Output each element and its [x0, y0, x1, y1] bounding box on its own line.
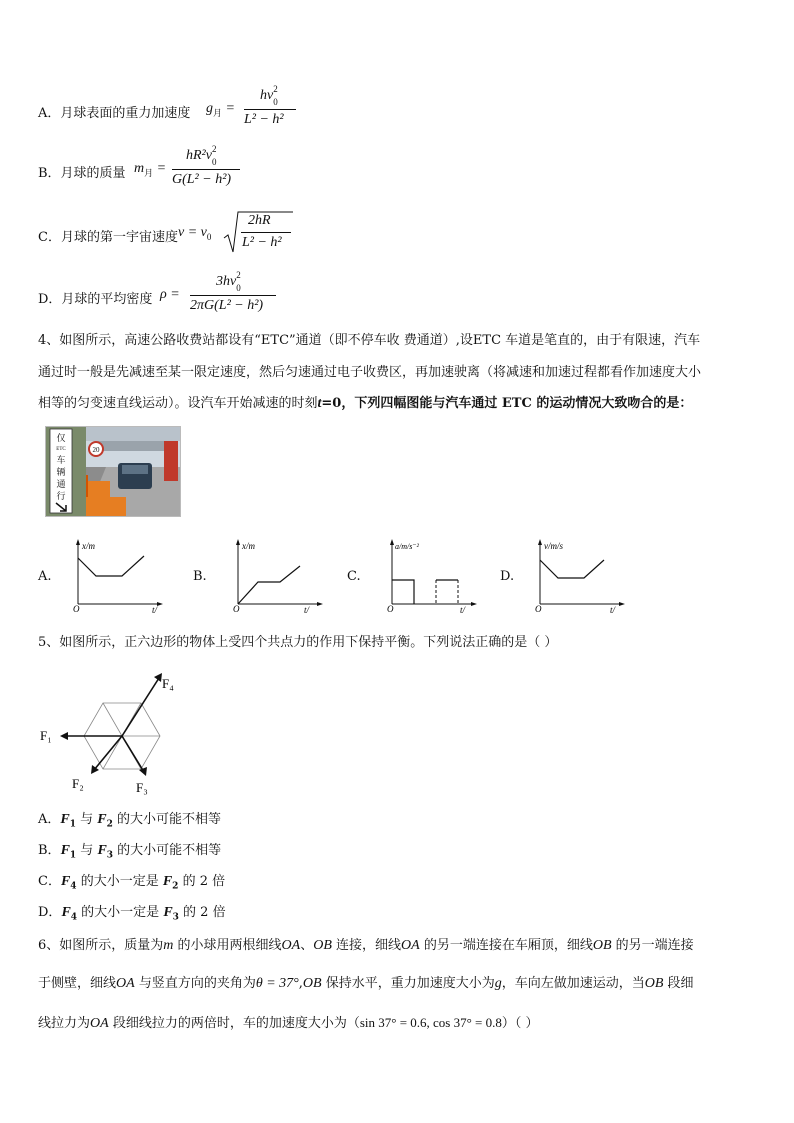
q5-option-d: D．$F_4$ 的大小一定是 $F_3$ 的 2 倍 — [38, 905, 226, 923]
option-c-lhs: $v = v_0$ — [178, 225, 212, 242]
etc-toll-photo — [45, 426, 181, 517]
q3-option-c — [38, 210, 338, 256]
graph-b-ylabel: x/m — [242, 541, 255, 551]
graph-d-xlabel: t/ — [610, 605, 616, 614]
graph-d-origin: O — [535, 604, 542, 614]
sign-char: 车 — [56, 455, 66, 465]
graph-d — [528, 538, 628, 614]
option-d-label: D．月球的平均密度 — [38, 292, 153, 307]
graph-a-curve — [78, 556, 144, 576]
sign-char: 仅 — [56, 433, 66, 443]
graph-d-ylabel: v/m/s — [544, 541, 563, 551]
option-c-fraction-bar — [241, 232, 291, 233]
q6-stem-line-3: 线拉力为OA 段细线拉力的两倍时，车的加速度大小为（sin 37° = 0.6, cos 37° = 0.8）（ ） — [38, 1015, 539, 1031]
graph-c-step-1 — [392, 580, 414, 604]
hexagon-force-diagram — [38, 668, 188, 796]
graph-c-letter: C. — [347, 569, 361, 584]
force-f1-label: F₁ — [40, 728, 52, 743]
option-c-denominator: L² − h² — [242, 235, 282, 250]
option-d-denominator: 2πG(L² − h²) — [190, 298, 264, 313]
q6-stem-line-2: 于侧壁，细线OA 与竖直方向的夹角为θ = 37°,OB 保持水平，重力加速度大小为g，车向左做加速运动，当OB 段细 — [38, 976, 694, 991]
q6-stem-line-1: 6、如图所示，质量为m 的小球用两根细线OA、OB 连接，细线OA 的另一端连接在车厢顶，细线OB 的另一端连接 — [38, 938, 694, 953]
q3-option-d — [38, 270, 358, 320]
force-f2-arrow — [94, 736, 122, 770]
option-d-fraction-bar — [190, 295, 276, 296]
option-d-numerator: 3hv 2 0 — [216, 270, 241, 293]
graph-b-origin: O — [233, 604, 240, 614]
q5-option-a: A．$F_1$ 与 $F_2$ 的大小可能不相等 — [38, 812, 222, 830]
sign-char: ETC — [56, 447, 66, 452]
speed-limit-sign: 20 — [92, 446, 100, 454]
etc-photo-illustration — [46, 427, 180, 516]
force-f4-label: F₄ — [162, 676, 174, 691]
graph-b-letter: B. — [193, 569, 207, 584]
graph-b-xlabel: t/ — [304, 605, 310, 614]
option-b-fraction-bar — [172, 169, 240, 170]
option-a-label: A．月球表面的重力加速度 — [38, 106, 191, 121]
option-b-symbol: $m_月$ = — [134, 161, 167, 178]
force-f4-arrow — [122, 678, 159, 736]
graph-c — [380, 538, 480, 614]
option-a-denominator: L² − h² — [244, 112, 284, 127]
option-a-symbol: $g_月$ = — [206, 101, 235, 118]
force-f3-arrow — [122, 736, 144, 772]
option-c-label: C．月球的第一宇宙速度 — [38, 230, 178, 245]
graph-d-letter: D. — [500, 569, 515, 584]
option-a-fraction-bar — [244, 109, 296, 110]
graph-a-letter: A. — [38, 569, 52, 584]
q3-option-a — [38, 84, 338, 130]
option-b-numerator: hR²v 2 0 — [186, 144, 217, 167]
q5-stem: 5、如图所示，正六边形的物体上受四个共点力的作用下保持平衡。下列说法正确的是（ ） — [38, 635, 558, 650]
graph-c-ylabel: a/m/s⁻² — [395, 542, 419, 551]
q4-stem-line-3: 相等的匀变速直线运动）。设汽车开始减速的时刻t=0，下列四幅图能与汽车通过 ETC 的运动情况大致吻合的是： — [38, 396, 693, 411]
graph-a-ylabel: x/m — [82, 541, 95, 551]
sign-char: 行 — [56, 491, 66, 501]
force-f2-label: F₂ — [72, 776, 84, 791]
sign-char: 通 — [56, 479, 66, 489]
graph-b-curve — [238, 566, 300, 604]
graph-c-origin: O — [387, 604, 394, 614]
option-c-numerator: 2hR — [248, 213, 271, 228]
option-d-symbol: ρ = — [160, 287, 180, 302]
graph-c-xlabel: t/ — [460, 605, 466, 614]
q5-option-c: C．$F_4$ 的大小一定是 $F_2$ 的 2 倍 — [38, 874, 226, 892]
option-b-denominator: G(L² − h²) — [172, 172, 232, 187]
option-b-label: B．月球的质量 — [38, 166, 126, 181]
graph-b — [226, 538, 326, 614]
graph-d-curve — [540, 560, 604, 578]
force-f3-label: F₃ — [136, 780, 148, 795]
q5-option-b: B．$F_1$ 与 $F_3$ 的大小可能不相等 — [38, 843, 222, 861]
graph-a-origin: O — [73, 604, 80, 614]
graph-a — [66, 538, 166, 614]
graph-a-xlabel: t/ — [152, 605, 158, 614]
q3-option-b — [38, 144, 338, 192]
q4-stem-line-1: 4、如图所示，高速公路收费站都设有“ETC”通道（即不停车收 费通道）,设ETC 车道是笔直的，由于有限速，汽车 — [38, 333, 701, 348]
option-a-numerator: hv 2 0 — [260, 84, 278, 107]
sign-char: 辆 — [56, 467, 66, 477]
q4-stem-line-2: 通过时一般是先减速至某一限定速度，然后匀速通过电子收费区，再加速驶离（将减速和加速过程都看作加速度大小 — [38, 365, 702, 380]
